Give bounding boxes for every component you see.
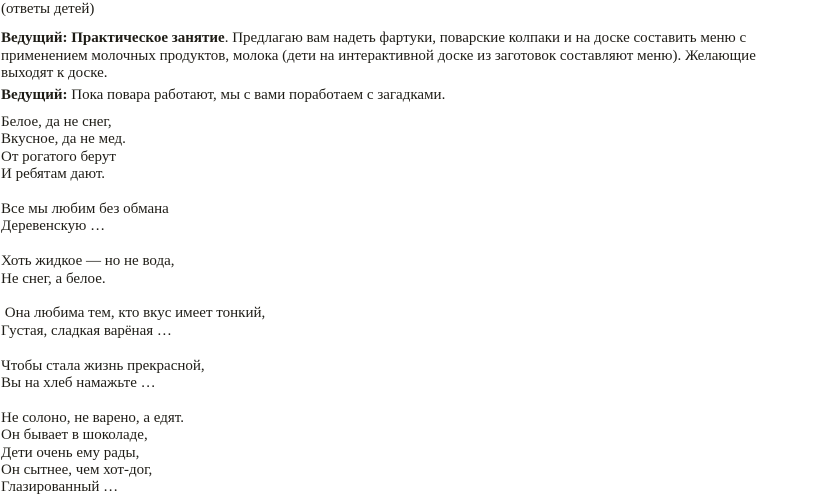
practice-text: . Предлагаю вам надеть фартуки, поварские колпаки и на доске составить меню с применением молочных продуктов, молока (дети на интерактивной доске из заготовок составляют меню). Желающие выходят к доске.	[1, 30, 756, 81]
riddles-intro-paragraph	[1, 87, 810, 105]
riddle-stanza	[1, 358, 265, 393]
speaker-label: Ведущий:	[1, 87, 68, 103]
riddle-line: Он бывает в шоколаде,	[1, 427, 148, 444]
riddle-line: От рогатого берут	[1, 148, 116, 165]
riddle-line: Чтобы стала жизнь прекрасной,	[1, 357, 205, 374]
riddle-line: Густая, сладкая варёная …	[1, 322, 172, 339]
riddle-stanza	[1, 305, 265, 340]
speaker-label: Ведущий:	[1, 30, 72, 46]
riddle-line: Вкусное, да не мед.	[1, 131, 126, 148]
riddle-line: Все мы любим без обмана	[1, 201, 169, 218]
riddles-list	[1, 114, 265, 497]
riddle-line: Она любима тем, кто вкус имеет тонкий,	[1, 305, 266, 322]
riddle-line: Дети очень ему рады,	[1, 444, 140, 461]
riddle-line: Он сытнее, чем хот-дог,	[1, 462, 153, 479]
riddle-line: Не солоно, не варено, а едят.	[1, 409, 184, 426]
practice-paragraph	[1, 30, 810, 83]
riddle-stanza	[1, 114, 265, 184]
riddle-line: Белое, да не снег,	[1, 114, 112, 130]
riddle-line: Хоть жидкое — но не вода,	[1, 253, 175, 270]
riddle-stanza	[1, 410, 265, 497]
riddle-stanza	[1, 201, 265, 236]
riddles-intro-text: Пока повара работают, мы с вами поработаем с загадками.	[67, 87, 446, 103]
riddle-line: Глазированный …	[1, 479, 119, 496]
riddle-line: Не снег, а белое.	[1, 270, 106, 287]
practice-heading: Практическое занятие	[71, 30, 225, 46]
children-answers-note: (ответы детей)	[1, 1, 95, 17]
riddle-line: Вы на хлеб намажьте …	[1, 375, 156, 392]
riddle-line: Деревенскую …	[1, 218, 106, 235]
riddle-line: И ребятам дают.	[1, 166, 106, 183]
riddle-stanza	[1, 253, 265, 288]
